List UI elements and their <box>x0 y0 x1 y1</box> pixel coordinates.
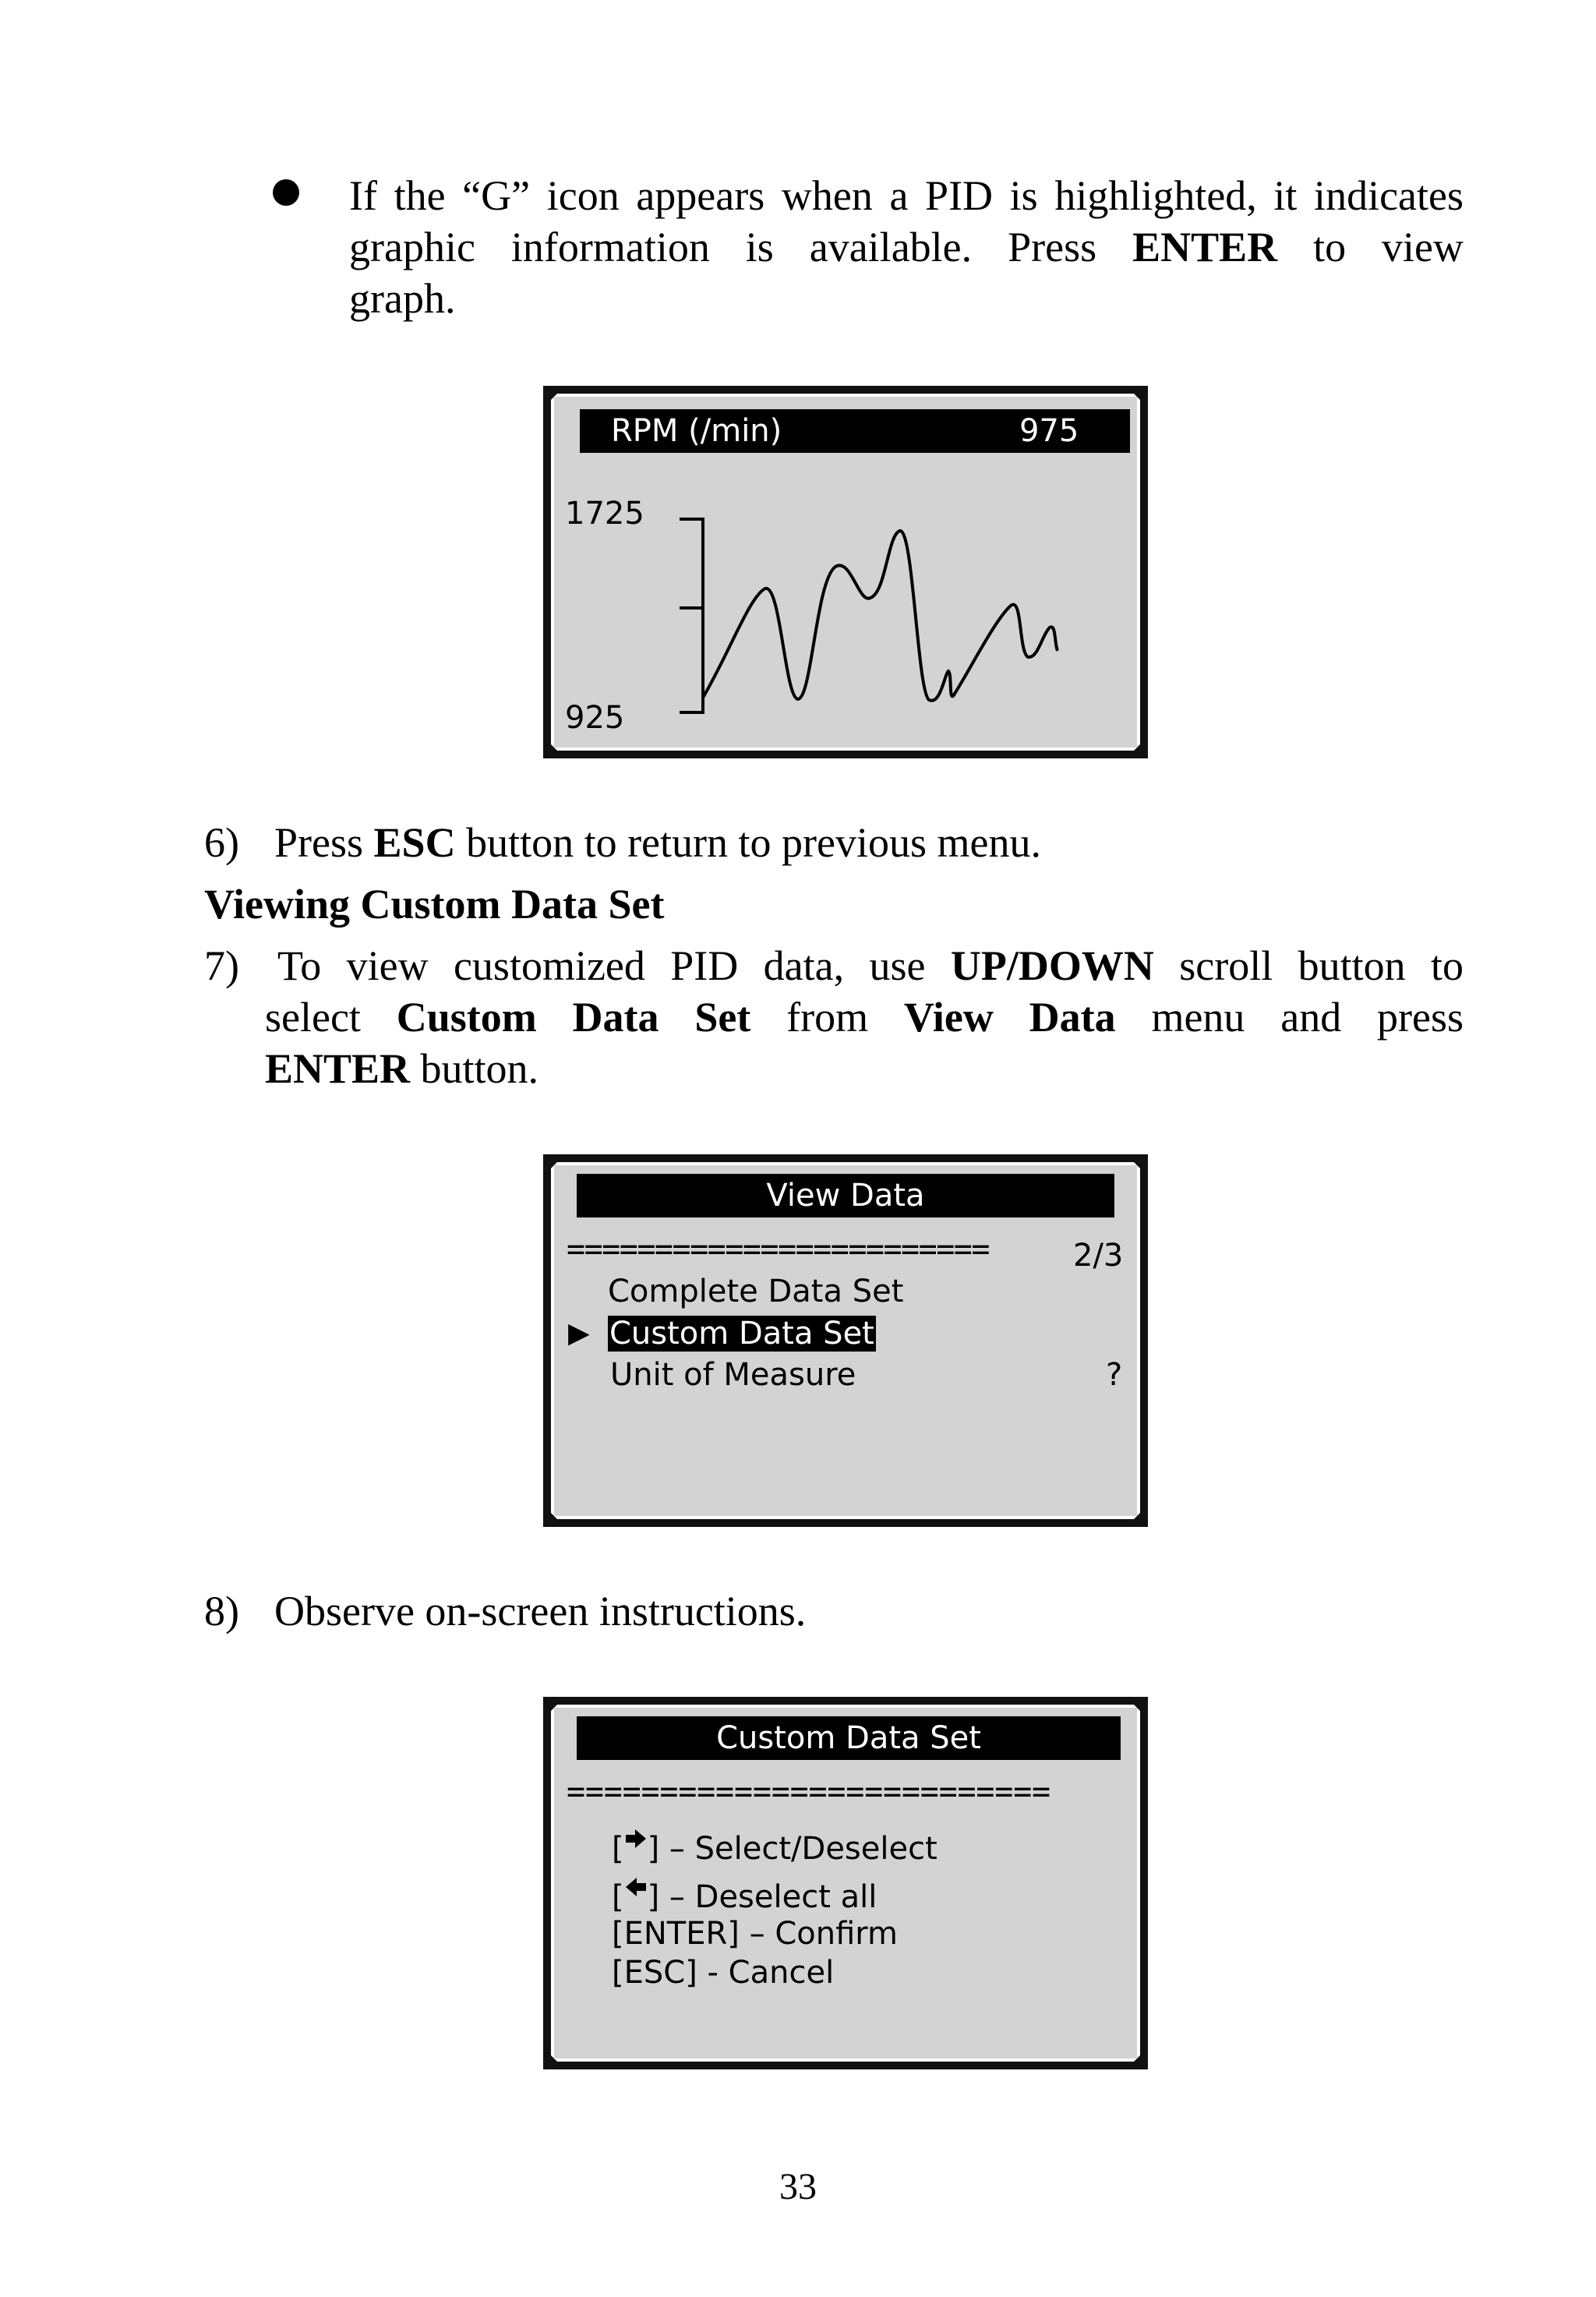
menu-item-complete-data-set[interactable] <box>608 1271 903 1312</box>
step-6-post: button to return to previous menu. <box>455 819 1041 866</box>
bullet-line-2-post: to view <box>1277 224 1464 270</box>
right-arrow-icon <box>624 1828 648 1854</box>
bullet-enter-bold: ENTER <box>1132 224 1278 270</box>
menu-item-label: Unit of Measure <box>610 1357 856 1393</box>
step-7 <box>265 940 1464 1094</box>
screen-corner-tl <box>543 386 565 408</box>
graph-title: RPM (/min) <box>611 413 782 449</box>
step-6-esc-bold: ESC <box>373 819 456 866</box>
step-6-number: 6) <box>204 819 239 866</box>
bracket-open: [ <box>612 1831 624 1867</box>
screen-corner-bl <box>543 2048 565 2069</box>
step-7-line-3 <box>265 1043 1464 1094</box>
bullet-line-2 <box>349 221 1464 273</box>
view-data-page-indicator: 2/3 <box>1073 1238 1124 1274</box>
custom-data-set-screen <box>543 1697 1148 2069</box>
section-heading: Viewing Custom Data Set <box>204 881 665 928</box>
help-indicator: ? <box>1106 1357 1123 1393</box>
step-7-line-1 <box>277 940 1464 991</box>
menu-item-label: Complete Data Set <box>608 1274 904 1309</box>
view-data-title: View Data <box>766 1178 925 1214</box>
view-data-dashes: ======================== <box>567 1232 989 1267</box>
instruction-text: ] – Deselect all <box>647 1879 877 1915</box>
view-data-title-bar <box>577 1174 1114 1217</box>
graph-line <box>703 531 1058 701</box>
graph-value: 975 <box>1019 413 1079 449</box>
step-6 <box>204 817 1482 868</box>
bracket-open: [ <box>612 1879 624 1915</box>
selected-arrow-icon: ▶ <box>568 1317 590 1349</box>
menu-item-label-selected: Custom Data Set <box>609 1316 874 1352</box>
step-7-l1-pre: To view customized PID data, use <box>277 942 951 989</box>
graph-y-max-label: 1725 <box>565 496 644 532</box>
step-7-l3-post: button. <box>410 1045 539 1092</box>
screen-corner-br <box>1126 2048 1148 2069</box>
screen-corner-tl <box>543 1154 565 1176</box>
step-7-l1-post: scroll button to <box>1153 942 1464 989</box>
step-7-updown-bold: UP/DOWN <box>950 942 1154 989</box>
screen-corner-bl <box>543 1505 565 1527</box>
screen-corner-tl <box>543 1697 565 1719</box>
bullet-dot <box>273 179 299 206</box>
screen-corner-tr <box>1126 386 1148 408</box>
step-7-line-2 <box>265 991 1464 1043</box>
graph-axis <box>680 519 703 712</box>
custom-dashes: ========================== <box>567 1774 1050 1810</box>
instruction-text: ] – Select/Deselect <box>647 1831 937 1867</box>
bullet-line-1-text: If the “G” icon appears when a PID is highlighted, it indicates <box>349 172 1464 219</box>
step-7-viewdata-bold: View Data <box>903 994 1116 1041</box>
step-8 <box>204 1585 806 1637</box>
instruction-confirm: [ENTER] – Confirm <box>612 1916 898 1952</box>
instruction-select-deselect <box>612 1828 937 1869</box>
bullet-line-3: graph. <box>349 275 456 322</box>
step-6-pre: Press <box>274 819 374 866</box>
step-7-l2-post: menu and press <box>1115 994 1464 1041</box>
custom-title-bar <box>577 1716 1121 1760</box>
menu-item-unit-of-measure[interactable] <box>610 1355 856 1395</box>
graph-screen <box>543 386 1148 758</box>
view-data-screen <box>543 1154 1148 1527</box>
step-7-l2-mid: from <box>750 994 904 1041</box>
step-7-l2-pre: select <box>265 994 397 1041</box>
step-7-custom-bold: Custom Data Set <box>396 994 751 1041</box>
left-arrow-icon <box>624 1876 648 1903</box>
screen-corner-br <box>1126 737 1148 758</box>
step-8-number: 8) <box>204 1588 239 1634</box>
step-7-number: 7) <box>204 942 239 989</box>
bullet-paragraph <box>349 170 1464 324</box>
menu-item-custom-data-set[interactable] <box>608 1313 876 1354</box>
screen-corner-tr <box>1126 1154 1148 1176</box>
page-number: 33 <box>779 2166 817 2207</box>
bullet-line-2-pre: graphic information is available. Press <box>349 224 1133 270</box>
screen-corner-tr <box>1126 1697 1148 1719</box>
instruction-deselect-all <box>612 1876 877 1917</box>
rpm-graph <box>551 394 1140 751</box>
graph-y-min-label: 925 <box>565 700 625 736</box>
step-8-text: Observe on-screen instructions. <box>274 1588 807 1634</box>
step-7-enter-bold: ENTER <box>265 1045 411 1092</box>
bullet-line-1 <box>349 170 1464 221</box>
screen-corner-br <box>1126 1505 1148 1527</box>
instruction-cancel: [ESC] - Cancel <box>612 1955 835 1991</box>
screen-corner-bl <box>543 737 565 758</box>
custom-title: Custom Data Set <box>716 1720 981 1756</box>
